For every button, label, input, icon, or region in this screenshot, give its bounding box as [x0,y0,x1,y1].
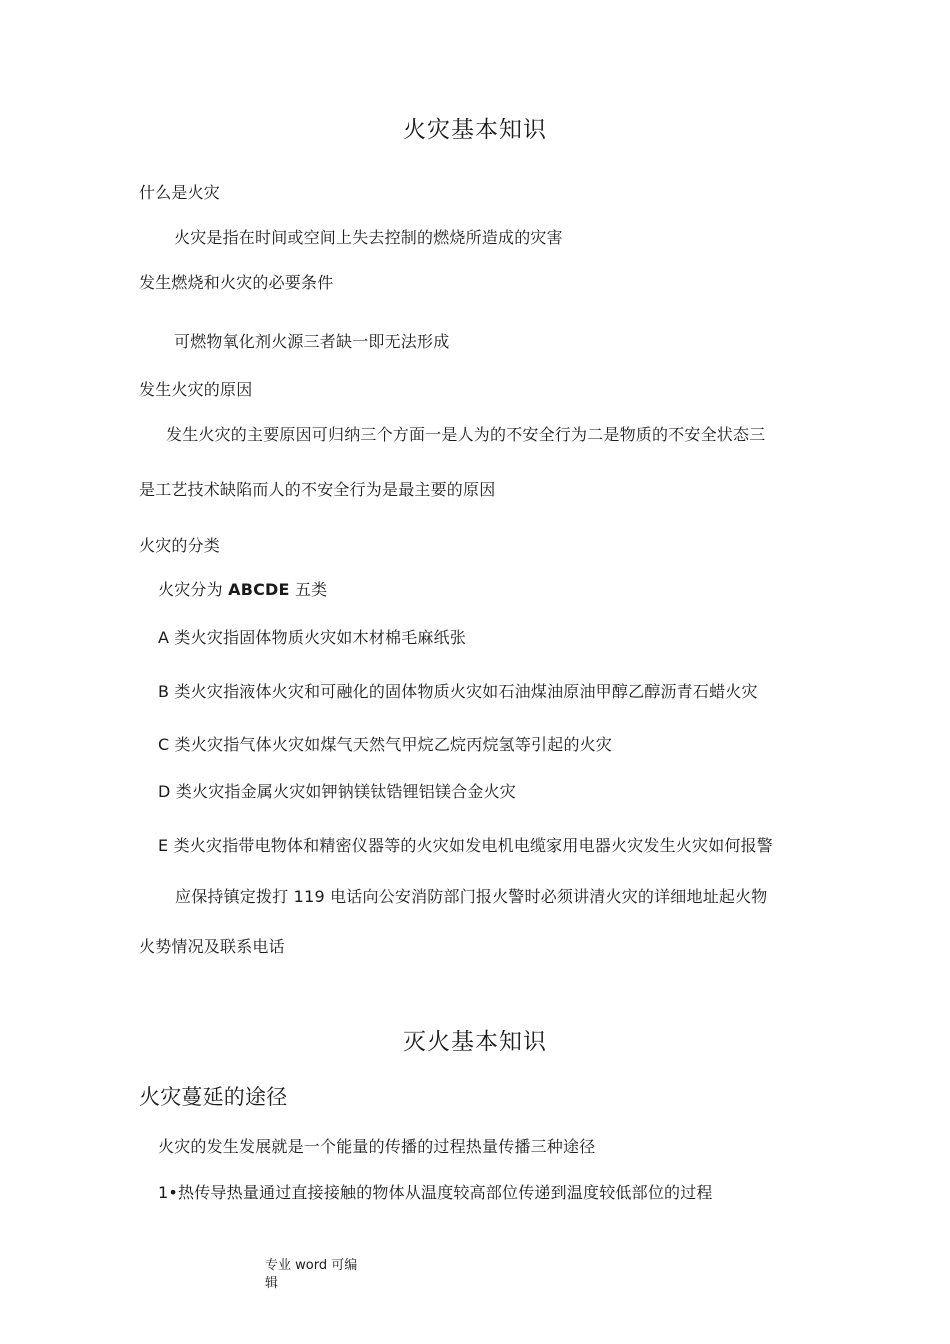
question-fire-classification: 火灾的分类 [139,536,221,555]
fire-classes-suffix: 五类 [294,580,328,599]
footer-note: 专业 word 可编辑 [265,1258,358,1291]
fire-classes-summary [158,580,327,600]
fire-class-d: D 类火灾指金属火灾如钾钠镁钛锆锂铝镁合金火灾 [158,782,517,801]
report-fire-line1: 应保持镇定拨打 119 电话向公安消防部门报火警时必须讲清火灾的详细地址起火物 [175,887,768,906]
fire-spread-item-1: 1•热传导热量通过直接接触的物体从温度较高部位传递到温度较低部位的过程 [158,1183,713,1202]
fire-classes-letters: ABCDE [228,580,290,599]
question-what-is-fire: 什么是火灾 [139,183,221,202]
question-fire-causes: 发生火灾的原因 [139,380,253,399]
answer-fire-causes-line2: 是工艺技术缺陷而人的不安全行为是最主要的原因 [139,480,496,499]
section-title-extinguishing-basics: 灭火基本知识 [403,1029,547,1055]
fire-spread-intro: 火灾的发生发展就是一个能量的传播的过程热量传播三种途径 [158,1137,596,1156]
answer-fire-conditions: 可燃物氧化剂火源三者缺一即无法形成 [174,332,450,351]
fire-class-e: E 类火灾指带电物体和精密仪器等的火灾如发电机电缆家用电器火灾发生火灾如何报警 [158,836,773,855]
fire-class-b: B 类火灾指液体火灾和可融化的固体物质火灾如石油煤油原油甲醇乙醇沥青石蜡火灾 [158,682,758,701]
subhead-fire-spread: 火灾蔓延的途径 [139,1085,288,1109]
answer-fire-causes-line1: 发生火灾的主要原因可归纳三个方面一是人为的不安全行为二是物质的不安全状态三 [166,425,766,444]
fire-classes-prefix: 火灾分为 [158,580,223,599]
question-fire-conditions: 发生燃烧和火灾的必要条件 [139,273,334,292]
answer-what-is-fire: 火灾是指在时间或空间上失去控制的燃烧所造成的灾害 [174,228,563,247]
section-title-fire-basics: 火灾基本知识 [403,117,547,143]
fire-class-a: A 类火灾指固体物质火灾如木材棉毛麻纸张 [158,628,467,647]
fire-class-c: C 类火灾指气体火灾如煤气天然气甲烷乙烷丙烷氢等引起的火灾 [158,735,613,754]
report-fire-line2: 火势情况及联系电话 [139,937,285,956]
